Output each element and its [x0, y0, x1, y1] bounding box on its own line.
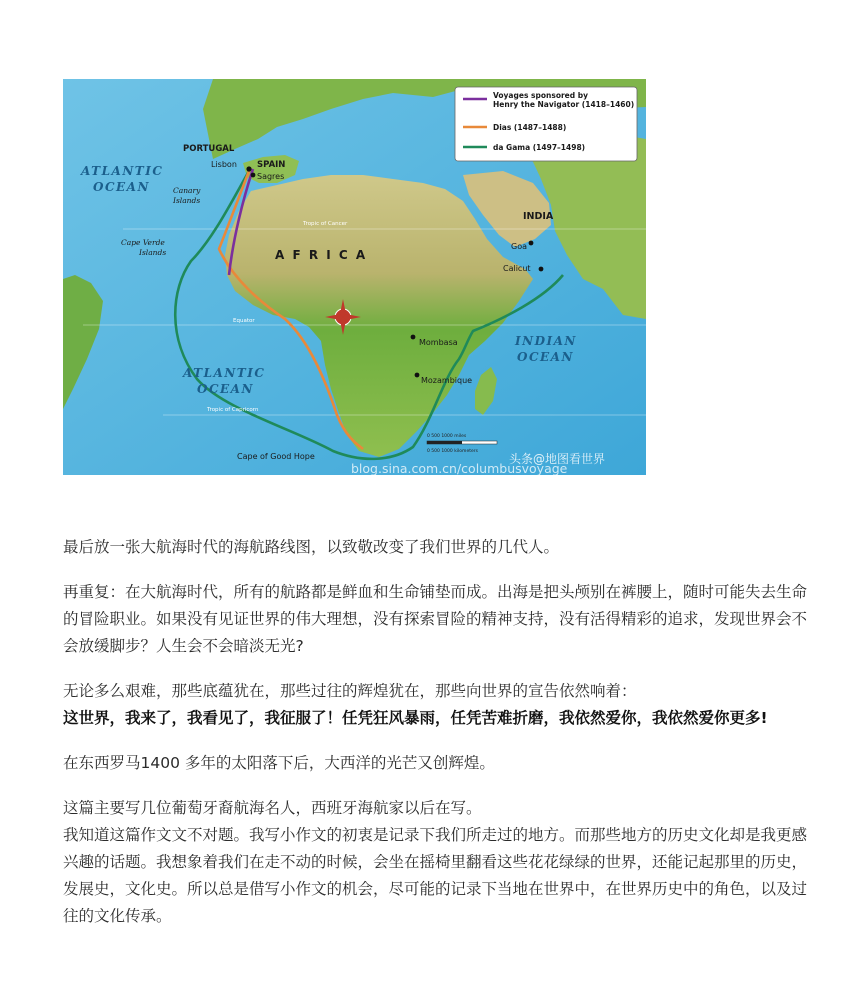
atlantic-south-label-2: OCEAN	[197, 382, 254, 396]
indian-ocean-label-1: INDIAN	[515, 334, 577, 348]
paragraph-1: 最后放一张大航海时代的海航路线图，以致敬改变了我们世界的几代人。	[63, 538, 560, 556]
spain-label: SPAIN	[257, 160, 286, 170]
goa-label: Goa	[511, 242, 527, 251]
lisbon-dot	[246, 166, 251, 171]
calicut-dot	[539, 267, 544, 272]
legend-henry-label-2: Henry the Navigator (1418–1460)	[493, 100, 635, 109]
tropic-of-cancer-label: Tropic of Cancer	[303, 221, 348, 227]
canary-islands-label-2: Islands	[173, 196, 201, 205]
calicut-label: Calicut	[503, 264, 531, 273]
cape-verde-label-2: Islands	[139, 248, 167, 257]
lisbon-label: Lisbon	[211, 160, 237, 169]
sagres-dot	[251, 173, 256, 178]
indian-ocean-label-2: OCEAN	[517, 350, 574, 364]
legend-henry-label-1: Voyages sponsored by	[493, 91, 588, 100]
equator-label: Equator	[233, 318, 255, 324]
map-svg	[63, 79, 646, 475]
watermark-sina: blog.sina.com.cn/columbusvoyage	[351, 461, 568, 475]
mozambique-label: Mozambique	[421, 376, 473, 385]
scale-km-label: 0 500 1000 kilometers	[427, 449, 478, 454]
cape-of-good-hope-label: Cape of Good Hope	[237, 452, 315, 461]
atlantic-south-label-1: ATLANTIC	[183, 366, 266, 380]
atlantic-north-label-2: OCEAN	[93, 180, 150, 194]
scale-miles-label: 0 500 1000 miles	[427, 434, 467, 439]
paragraph-5-line-1: 这篇主要写几位葡萄牙裔航海名人，西班牙海航家以后在写。	[63, 799, 482, 817]
canary-islands-label-1: Canary	[173, 186, 201, 195]
paragraph-2: 再重复：在大航海时代，所有的航路都是鲜血和生命铺垫而成。出海是把头颅别在裤腰上，随时可能失去生命的冒险职业。如果没有见证世界的伟大理想，没有探索冒险的精神支持，没有活得精彩的追求，发现世界会不会放缓脚步？人生会不会暗淡无光?	[63, 583, 808, 655]
paragraph-5	[63, 795, 813, 930]
mombasa-dot	[411, 335, 416, 340]
goa-dot	[529, 241, 534, 246]
map-legend	[455, 87, 637, 161]
tropic-of-capricorn-label: Tropic of Capricorn	[207, 407, 259, 413]
paragraph-4: 在东西罗马1400 多年的太阳落下后，大西洋的光芒又创辉煌。	[63, 754, 495, 772]
cape-verde-label-1: Cape Verde	[121, 238, 165, 247]
mombasa-label: Mombasa	[419, 338, 458, 347]
paragraph-3-intro: 无论多么艰难，那些底蕴犹在，那些过往的辉煌犹在，那些向世界的宣告依然响着：	[63, 682, 637, 700]
portugal-label: PORTUGAL	[183, 144, 235, 154]
paragraph-3-declaration: 这世界，我来了，我看见了，我征服了！任凭狂风暴雨，任凭苦难折磨，我依然爱你，我依然爱你更多!	[63, 709, 768, 727]
article-body	[63, 534, 813, 948]
mozambique-dot	[415, 373, 420, 378]
voyages-map	[63, 79, 646, 475]
paragraph-5-line-2: 我知道这篇作文文不对题。我写小作文的初衷是记录下我们所走过的地方。而那些地方的历史文化却是我更感兴趣的话题。我想象着我们在走不动的时候，会坐在摇椅里翻看这些花花绿绿的世界，还能记起那里的历史，发展史，文化史。所以总是借写小作文的机会，尽可能的记录下当地在世界中，在世界历史中的角色，以及过往的文化传承。	[63, 826, 808, 925]
watermark-toutiao: 头条@地图看世界	[509, 452, 606, 466]
india-label: INDIA	[523, 211, 554, 222]
legend-dias-label: Dias (1487–1488)	[493, 123, 567, 132]
paragraph-3	[63, 678, 813, 732]
legend-da-gama-label: da Gama (1497–1498)	[493, 143, 586, 152]
sagres-label: Sagres	[257, 172, 285, 181]
atlantic-north-label-1: ATLANTIC	[81, 164, 164, 178]
africa-label: A F R I C A	[275, 248, 368, 262]
